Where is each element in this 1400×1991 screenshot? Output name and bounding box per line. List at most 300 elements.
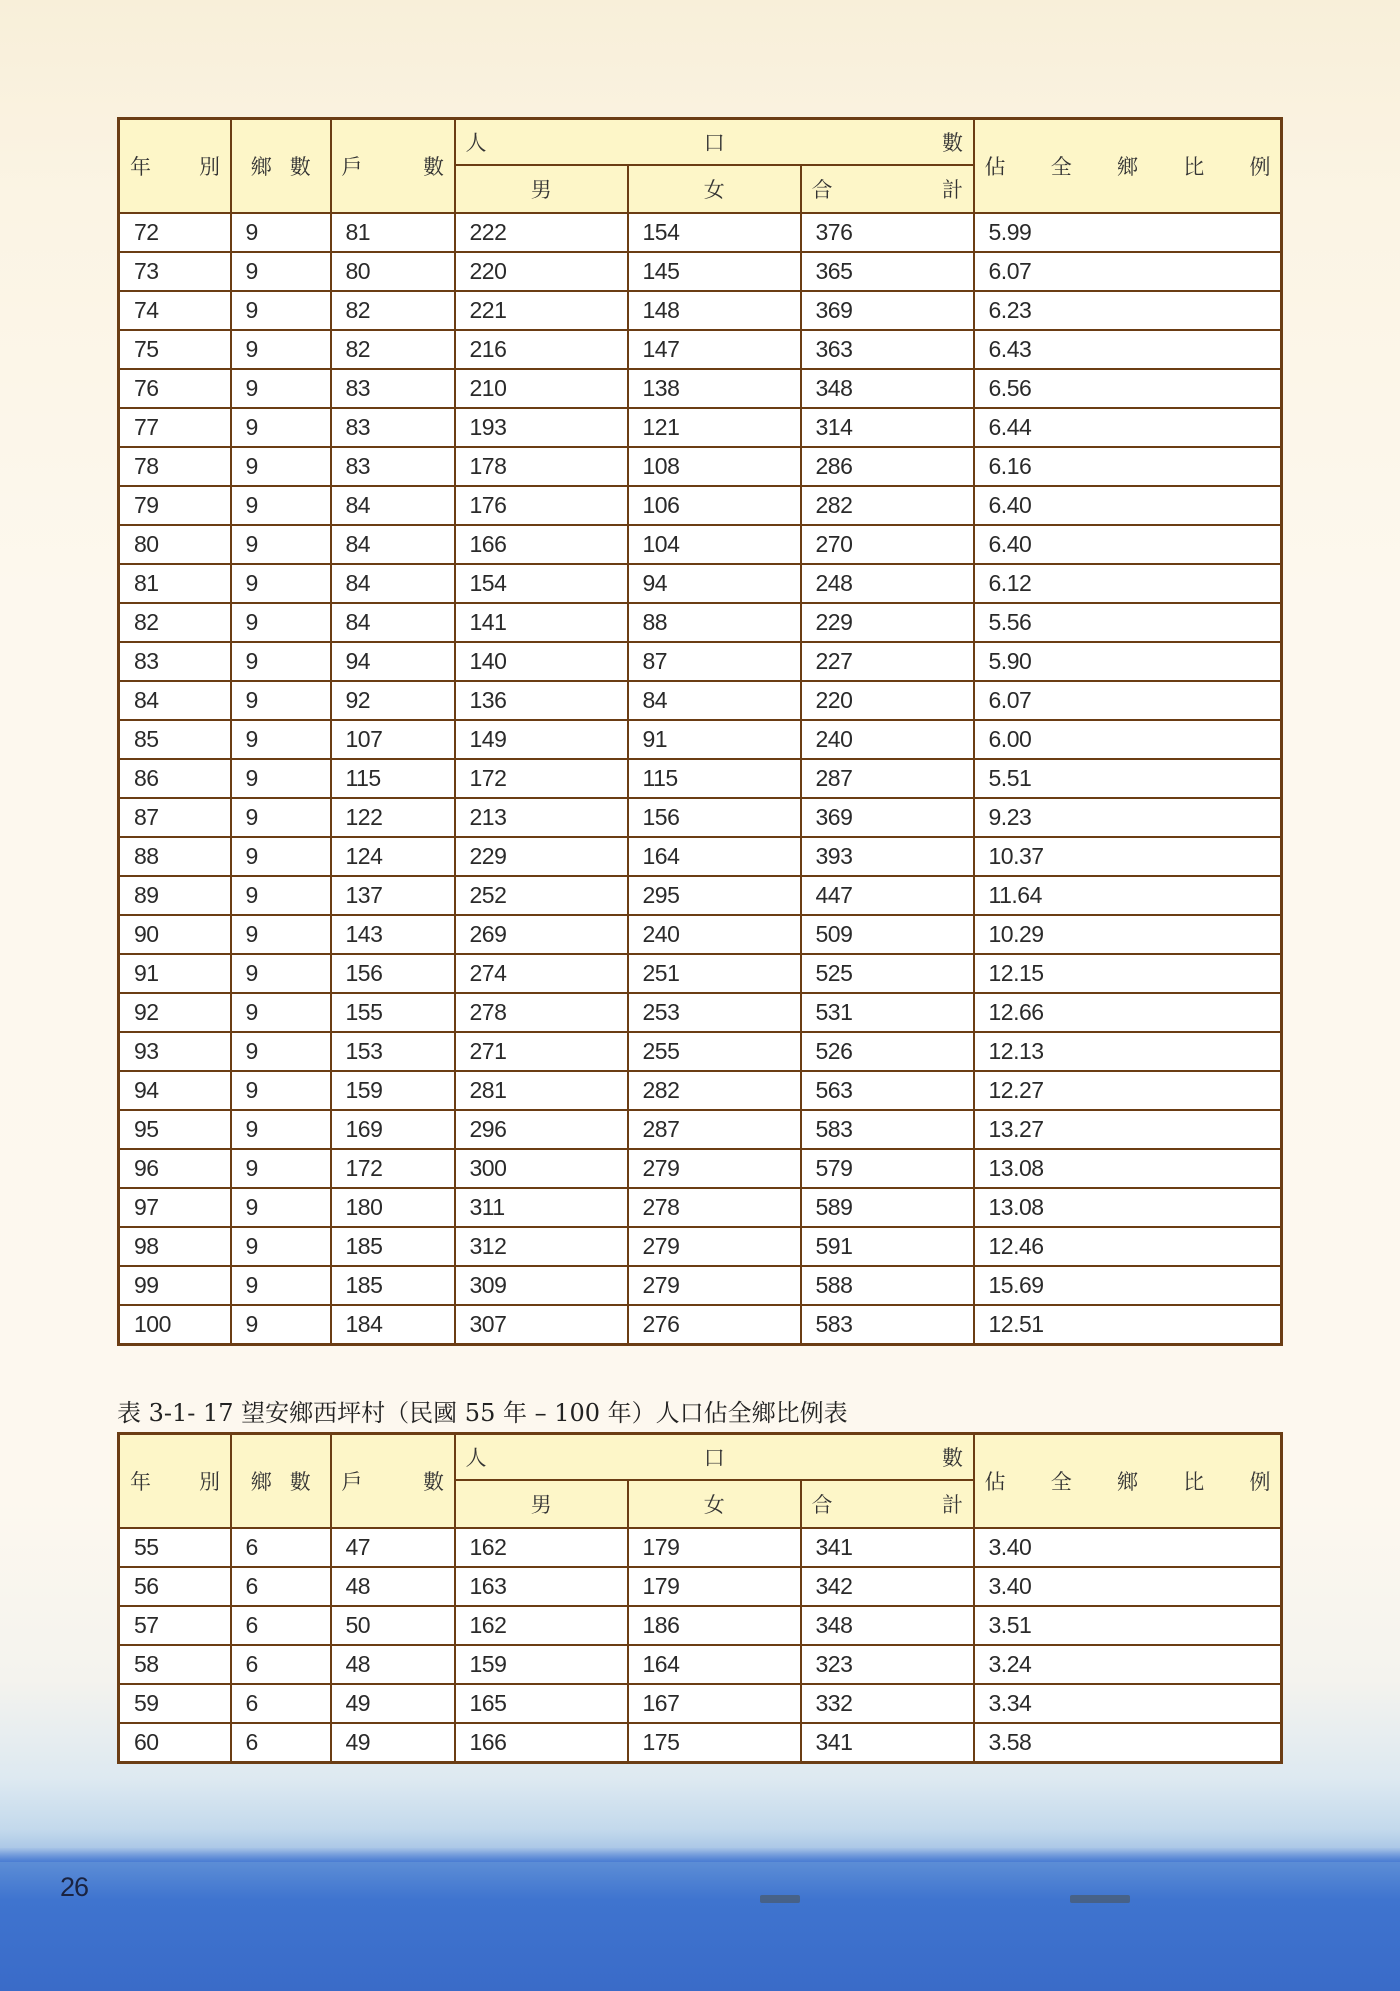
year-cell: 97 (119, 1188, 231, 1227)
ratio-cell: 13.08 (974, 1188, 1282, 1227)
households-cell: 80 (331, 252, 455, 291)
female-cell: 287 (628, 1110, 801, 1149)
table-row (119, 1528, 1282, 1567)
year-cell: 74 (119, 291, 231, 330)
ratio-cell: 6.00 (974, 720, 1282, 759)
total-cell: 342 (801, 1567, 974, 1606)
male-cell: 274 (455, 954, 628, 993)
households-cell: 82 (331, 291, 455, 330)
ratio-cell: 10.29 (974, 915, 1282, 954)
township-count-cell: 9 (231, 330, 331, 369)
township-count-cell: 6 (231, 1567, 331, 1606)
township-count-cell: 9 (231, 876, 331, 915)
township-count-cell: 9 (231, 447, 331, 486)
households-cell: 83 (331, 408, 455, 447)
households-cell: 185 (331, 1227, 455, 1266)
table-row (119, 486, 1282, 525)
year-cell: 94 (119, 1071, 231, 1110)
female-cell: 121 (628, 408, 801, 447)
households-cell: 137 (331, 876, 455, 915)
header-township-count: 鄉 數 (231, 1434, 331, 1529)
table-caption: 表 3-1- 17 望安鄉西坪村（民國 55 年 – 100 年）人口佔全鄉比例表 (117, 1399, 848, 1427)
male-cell: 154 (455, 564, 628, 603)
total-cell: 229 (801, 603, 974, 642)
township-count-cell: 9 (231, 954, 331, 993)
table-row (119, 1645, 1282, 1684)
header-ratio: 佔 全 鄉 比 例 (974, 119, 1282, 214)
male-cell: 193 (455, 408, 628, 447)
ratio-cell: 15.69 (974, 1266, 1282, 1305)
header-households: 戶 數 (331, 119, 455, 214)
households-cell: 155 (331, 993, 455, 1032)
year-cell: 87 (119, 798, 231, 837)
male-cell: 136 (455, 681, 628, 720)
total-cell: 348 (801, 1606, 974, 1645)
table-row (119, 1149, 1282, 1188)
male-cell: 213 (455, 798, 628, 837)
male-cell: 162 (455, 1528, 628, 1567)
total-cell: 526 (801, 1032, 974, 1071)
households-cell: 48 (331, 1645, 455, 1684)
total-cell: 341 (801, 1528, 974, 1567)
table-row (119, 213, 1282, 252)
total-cell: 323 (801, 1645, 974, 1684)
header-male: 男 (455, 165, 628, 213)
female-cell: 279 (628, 1149, 801, 1188)
female-cell: 253 (628, 993, 801, 1032)
female-cell: 115 (628, 759, 801, 798)
households-cell: 92 (331, 681, 455, 720)
year-cell: 81 (119, 564, 231, 603)
male-cell: 220 (455, 252, 628, 291)
households-cell: 81 (331, 213, 455, 252)
households-cell: 172 (331, 1149, 455, 1188)
year-cell: 93 (119, 1032, 231, 1071)
year-cell: 72 (119, 213, 231, 252)
year-cell: 77 (119, 408, 231, 447)
ratio-cell: 6.44 (974, 408, 1282, 447)
total-cell: 220 (801, 681, 974, 720)
table-row (119, 798, 1282, 837)
ratio-cell: 5.51 (974, 759, 1282, 798)
total-cell: 363 (801, 330, 974, 369)
female-cell: 91 (628, 720, 801, 759)
male-cell: 221 (455, 291, 628, 330)
year-cell: 80 (119, 525, 231, 564)
table-row (119, 1188, 1282, 1227)
page-number: 26 (60, 1872, 89, 1902)
township-count-cell: 9 (231, 720, 331, 759)
households-cell: 84 (331, 525, 455, 564)
township-count-cell: 9 (231, 213, 331, 252)
male-cell: 162 (455, 1606, 628, 1645)
total-cell: 583 (801, 1110, 974, 1149)
male-cell: 281 (455, 1071, 628, 1110)
households-cell: 180 (331, 1188, 455, 1227)
male-cell: 252 (455, 876, 628, 915)
households-cell: 49 (331, 1723, 455, 1763)
female-cell: 154 (628, 213, 801, 252)
households-cell: 84 (331, 603, 455, 642)
year-cell: 90 (119, 915, 231, 954)
female-cell: 282 (628, 1071, 801, 1110)
township-count-cell: 9 (231, 993, 331, 1032)
ratio-cell: 6.23 (974, 291, 1282, 330)
male-cell: 307 (455, 1305, 628, 1345)
header-township-count: 鄉 數 (231, 119, 331, 214)
male-cell: 300 (455, 1149, 628, 1188)
ratio-cell: 6.56 (974, 369, 1282, 408)
total-cell: 393 (801, 837, 974, 876)
male-cell: 166 (455, 525, 628, 564)
ratio-cell: 12.27 (974, 1071, 1282, 1110)
ratio-cell: 13.08 (974, 1149, 1282, 1188)
total-cell: 369 (801, 798, 974, 837)
female-cell: 279 (628, 1227, 801, 1266)
township-count-cell: 9 (231, 1149, 331, 1188)
ratio-cell: 6.40 (974, 486, 1282, 525)
header-year: 年 別 (119, 119, 231, 214)
township-count-cell: 9 (231, 1305, 331, 1345)
township-count-cell: 9 (231, 1266, 331, 1305)
male-cell: 165 (455, 1684, 628, 1723)
female-cell: 108 (628, 447, 801, 486)
female-cell: 164 (628, 837, 801, 876)
ratio-cell: 6.16 (974, 447, 1282, 486)
year-cell: 76 (119, 369, 231, 408)
female-cell: 94 (628, 564, 801, 603)
table-row (119, 408, 1282, 447)
female-cell: 156 (628, 798, 801, 837)
township-count-cell: 9 (231, 408, 331, 447)
total-cell: 282 (801, 486, 974, 525)
table-row (119, 1567, 1282, 1606)
township-count-cell: 9 (231, 1032, 331, 1071)
township-count-cell: 9 (231, 1071, 331, 1110)
township-count-cell: 6 (231, 1684, 331, 1723)
year-cell: 78 (119, 447, 231, 486)
total-cell: 240 (801, 720, 974, 759)
households-cell: 153 (331, 1032, 455, 1071)
ratio-cell: 3.24 (974, 1645, 1282, 1684)
ratio-cell: 10.37 (974, 837, 1282, 876)
island-decoration (760, 1895, 800, 1903)
table-row (119, 993, 1282, 1032)
year-cell: 82 (119, 603, 231, 642)
female-cell: 255 (628, 1032, 801, 1071)
year-cell: 59 (119, 1684, 231, 1723)
table-row (119, 1606, 1282, 1645)
male-cell: 269 (455, 915, 628, 954)
ratio-cell: 3.40 (974, 1528, 1282, 1567)
total-cell: 525 (801, 954, 974, 993)
total-cell: 589 (801, 1188, 974, 1227)
female-cell: 147 (628, 330, 801, 369)
male-cell: 159 (455, 1645, 628, 1684)
year-cell: 58 (119, 1645, 231, 1684)
male-cell: 141 (455, 603, 628, 642)
year-cell: 91 (119, 954, 231, 993)
total-cell: 270 (801, 525, 974, 564)
sea-horizon-decoration (0, 1848, 1400, 1862)
table-row (119, 759, 1282, 798)
ratio-cell: 12.51 (974, 1305, 1282, 1345)
table-row (119, 447, 1282, 486)
households-cell: 169 (331, 1110, 455, 1149)
header-year: 年 別 (119, 1434, 231, 1529)
total-cell: 341 (801, 1723, 974, 1763)
male-cell: 166 (455, 1723, 628, 1763)
total-cell: 365 (801, 252, 974, 291)
township-count-cell: 6 (231, 1606, 331, 1645)
year-cell: 75 (119, 330, 231, 369)
ratio-cell: 6.07 (974, 252, 1282, 291)
township-count-cell: 9 (231, 564, 331, 603)
header-households: 戶 數 (331, 1434, 455, 1529)
ratio-cell: 3.58 (974, 1723, 1282, 1763)
table-row (119, 603, 1282, 642)
township-count-cell: 9 (231, 837, 331, 876)
ratio-cell: 3.34 (974, 1684, 1282, 1723)
header-total: 合 計 (801, 1480, 974, 1528)
total-cell: 314 (801, 408, 974, 447)
year-cell: 100 (119, 1305, 231, 1345)
male-cell: 163 (455, 1567, 628, 1606)
households-cell: 49 (331, 1684, 455, 1723)
township-count-cell: 9 (231, 1110, 331, 1149)
ratio-cell: 6.12 (974, 564, 1282, 603)
island-decoration (1070, 1895, 1130, 1903)
township-count-cell: 9 (231, 681, 331, 720)
ratio-cell: 5.90 (974, 642, 1282, 681)
male-cell: 172 (455, 759, 628, 798)
households-cell: 115 (331, 759, 455, 798)
female-cell: 148 (628, 291, 801, 330)
township-count-cell: 9 (231, 1188, 331, 1227)
total-cell: 531 (801, 993, 974, 1032)
year-cell: 95 (119, 1110, 231, 1149)
female-cell: 167 (628, 1684, 801, 1723)
year-cell: 73 (119, 252, 231, 291)
households-cell: 47 (331, 1528, 455, 1567)
ratio-cell: 12.13 (974, 1032, 1282, 1071)
male-cell: 312 (455, 1227, 628, 1266)
households-cell: 84 (331, 486, 455, 525)
female-cell: 251 (628, 954, 801, 993)
households-cell: 84 (331, 564, 455, 603)
table-row (119, 369, 1282, 408)
year-cell: 99 (119, 1266, 231, 1305)
table-row (119, 681, 1282, 720)
ratio-cell: 11.64 (974, 876, 1282, 915)
township-count-cell: 6 (231, 1723, 331, 1763)
township-count-cell: 9 (231, 642, 331, 681)
total-cell: 248 (801, 564, 974, 603)
header-ratio: 佔 全 鄉 比 例 (974, 1434, 1282, 1529)
total-cell: 332 (801, 1684, 974, 1723)
female-cell: 106 (628, 486, 801, 525)
male-cell: 309 (455, 1266, 628, 1305)
table-row (119, 642, 1282, 681)
households-cell: 159 (331, 1071, 455, 1110)
female-cell: 279 (628, 1266, 801, 1305)
table-row (119, 915, 1282, 954)
male-cell: 229 (455, 837, 628, 876)
male-cell: 278 (455, 993, 628, 1032)
ratio-cell: 12.66 (974, 993, 1282, 1032)
table-row (119, 720, 1282, 759)
total-cell: 591 (801, 1227, 974, 1266)
table-row (119, 252, 1282, 291)
total-cell: 287 (801, 759, 974, 798)
population-table-1 (117, 117, 1283, 1346)
header-female: 女 (628, 165, 801, 213)
households-cell: 143 (331, 915, 455, 954)
year-cell: 98 (119, 1227, 231, 1266)
households-cell: 122 (331, 798, 455, 837)
table-row (119, 1110, 1282, 1149)
female-cell: 88 (628, 603, 801, 642)
ratio-cell: 6.40 (974, 525, 1282, 564)
table-row (119, 837, 1282, 876)
ratio-cell: 6.43 (974, 330, 1282, 369)
households-cell: 94 (331, 642, 455, 681)
year-cell: 92 (119, 993, 231, 1032)
township-count-cell: 9 (231, 525, 331, 564)
female-cell: 295 (628, 876, 801, 915)
female-cell: 278 (628, 1188, 801, 1227)
header-population: 人 口 數 (455, 119, 974, 166)
female-cell: 84 (628, 681, 801, 720)
ratio-cell: 5.99 (974, 213, 1282, 252)
households-cell: 82 (331, 330, 455, 369)
ratio-cell: 5.56 (974, 603, 1282, 642)
total-cell: 376 (801, 213, 974, 252)
households-cell: 48 (331, 1567, 455, 1606)
table-row (119, 954, 1282, 993)
year-cell: 89 (119, 876, 231, 915)
female-cell: 87 (628, 642, 801, 681)
table-row (119, 1723, 1282, 1763)
table-row (119, 1684, 1282, 1723)
header-male: 男 (455, 1480, 628, 1528)
ratio-cell: 6.07 (974, 681, 1282, 720)
households-cell: 184 (331, 1305, 455, 1345)
male-cell: 210 (455, 369, 628, 408)
total-cell: 563 (801, 1071, 974, 1110)
header-population: 人 口 數 (455, 1434, 974, 1481)
township-count-cell: 9 (231, 486, 331, 525)
female-cell: 104 (628, 525, 801, 564)
township-count-cell: 9 (231, 291, 331, 330)
year-cell: 85 (119, 720, 231, 759)
township-count-cell: 9 (231, 1227, 331, 1266)
male-cell: 216 (455, 330, 628, 369)
year-cell: 79 (119, 486, 231, 525)
ratio-cell: 3.40 (974, 1567, 1282, 1606)
total-cell: 227 (801, 642, 974, 681)
table-row (119, 291, 1282, 330)
township-count-cell: 9 (231, 603, 331, 642)
year-cell: 60 (119, 1723, 231, 1763)
year-cell: 56 (119, 1567, 231, 1606)
ratio-cell: 12.46 (974, 1227, 1282, 1266)
female-cell: 164 (628, 1645, 801, 1684)
table-row (119, 876, 1282, 915)
households-cell: 107 (331, 720, 455, 759)
year-cell: 88 (119, 837, 231, 876)
total-cell: 369 (801, 291, 974, 330)
table-row (119, 1305, 1282, 1345)
female-cell: 145 (628, 252, 801, 291)
male-cell: 271 (455, 1032, 628, 1071)
header-female: 女 (628, 1480, 801, 1528)
female-cell: 179 (628, 1528, 801, 1567)
total-cell: 588 (801, 1266, 974, 1305)
households-cell: 124 (331, 837, 455, 876)
total-cell: 348 (801, 369, 974, 408)
year-cell: 96 (119, 1149, 231, 1188)
households-cell: 156 (331, 954, 455, 993)
total-cell: 447 (801, 876, 974, 915)
male-cell: 178 (455, 447, 628, 486)
households-cell: 50 (331, 1606, 455, 1645)
table-row (119, 1266, 1282, 1305)
year-cell: 57 (119, 1606, 231, 1645)
table-row (119, 525, 1282, 564)
township-count-cell: 6 (231, 1528, 331, 1567)
township-count-cell: 6 (231, 1645, 331, 1684)
ratio-cell: 13.27 (974, 1110, 1282, 1149)
female-cell: 186 (628, 1606, 801, 1645)
male-cell: 296 (455, 1110, 628, 1149)
table-row (119, 1227, 1282, 1266)
year-cell: 84 (119, 681, 231, 720)
female-cell: 276 (628, 1305, 801, 1345)
total-cell: 579 (801, 1149, 974, 1188)
table-row (119, 564, 1282, 603)
male-cell: 222 (455, 213, 628, 252)
households-cell: 185 (331, 1266, 455, 1305)
total-cell: 286 (801, 447, 974, 486)
table-row (119, 1032, 1282, 1071)
year-cell: 86 (119, 759, 231, 798)
female-cell: 138 (628, 369, 801, 408)
total-cell: 509 (801, 915, 974, 954)
township-count-cell: 9 (231, 369, 331, 408)
township-count-cell: 9 (231, 759, 331, 798)
male-cell: 176 (455, 486, 628, 525)
year-cell: 55 (119, 1528, 231, 1567)
male-cell: 311 (455, 1188, 628, 1227)
total-cell: 583 (801, 1305, 974, 1345)
township-count-cell: 9 (231, 915, 331, 954)
ratio-cell: 3.51 (974, 1606, 1282, 1645)
households-cell: 83 (331, 369, 455, 408)
township-count-cell: 9 (231, 798, 331, 837)
male-cell: 140 (455, 642, 628, 681)
header-total: 合 計 (801, 165, 974, 213)
ratio-cell: 9.23 (974, 798, 1282, 837)
ratio-cell: 12.15 (974, 954, 1282, 993)
year-cell: 83 (119, 642, 231, 681)
table-row (119, 330, 1282, 369)
female-cell: 175 (628, 1723, 801, 1763)
male-cell: 149 (455, 720, 628, 759)
population-table-2 (117, 1432, 1283, 1764)
female-cell: 240 (628, 915, 801, 954)
households-cell: 83 (331, 447, 455, 486)
